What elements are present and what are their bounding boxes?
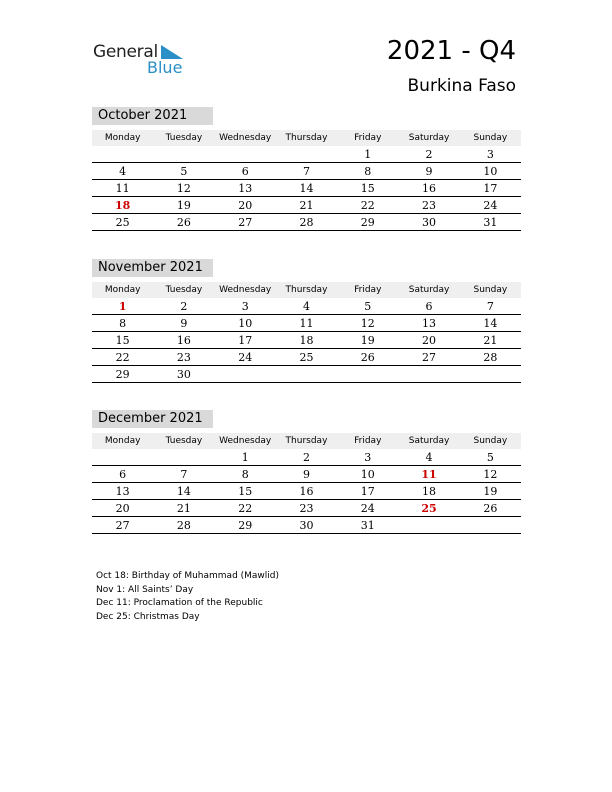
- holiday-note: Dec 25: Christmas Day: [96, 611, 200, 622]
- day-cell: 8: [215, 466, 276, 483]
- day-cell: [276, 366, 337, 383]
- holiday-note: Dec 11: Proclamation of the Republic: [96, 598, 263, 608]
- day-cell: [215, 366, 276, 383]
- weekday-header-row: [92, 130, 521, 146]
- day-cell: 30: [398, 214, 459, 231]
- day-cell: 16: [276, 483, 337, 500]
- day-cell: [460, 517, 521, 534]
- day-cell: 10: [337, 466, 398, 483]
- logo-text-general: General: [93, 42, 158, 62]
- weekday-header-row: [92, 282, 521, 298]
- weekday-header: Tuesday: [153, 433, 214, 449]
- day-cell: 13: [398, 315, 459, 332]
- day-cell: 14: [276, 180, 337, 197]
- day-cell: 22: [215, 500, 276, 517]
- weekday-header: Friday: [337, 433, 398, 449]
- day-cell: 25: [398, 500, 459, 517]
- day-cell: 6: [92, 466, 153, 483]
- week-row: [92, 214, 521, 231]
- day-cell: 26: [153, 214, 214, 231]
- day-cell: 21: [276, 197, 337, 214]
- country-name: Burkina Faso: [407, 76, 516, 96]
- weekday-header: Monday: [92, 433, 153, 449]
- week-row: [92, 466, 521, 483]
- weekday-header: Friday: [337, 130, 398, 146]
- weekday-header: Saturday: [398, 433, 459, 449]
- day-cell: 1: [337, 146, 398, 163]
- month-grid: [92, 130, 521, 231]
- day-cell: 7: [460, 298, 521, 315]
- day-cell: 5: [460, 449, 521, 466]
- day-cell: 1: [215, 449, 276, 466]
- day-cell: 5: [153, 163, 214, 180]
- weekday-header-row: [92, 433, 521, 449]
- weekday-header: Thursday: [276, 433, 337, 449]
- day-cell: 21: [460, 332, 521, 349]
- day-cell: 27: [92, 517, 153, 534]
- day-cell: 25: [276, 349, 337, 366]
- logo-text-blue: Blue: [147, 58, 183, 77]
- day-cell: [398, 517, 459, 534]
- day-cell: [92, 146, 153, 163]
- day-cell: 7: [276, 163, 337, 180]
- week-row: [92, 366, 521, 383]
- week-row: [92, 483, 521, 500]
- day-cell: 19: [153, 197, 214, 214]
- day-cell: 28: [153, 517, 214, 534]
- logo-triangle-icon: [161, 45, 183, 59]
- day-cell: 12: [460, 466, 521, 483]
- day-cell: 31: [337, 517, 398, 534]
- day-cell: 26: [460, 500, 521, 517]
- day-cell: 15: [337, 180, 398, 197]
- day-cell: 16: [153, 332, 214, 349]
- day-cell: 24: [460, 197, 521, 214]
- day-cell: 18: [276, 332, 337, 349]
- day-cell: 3: [215, 298, 276, 315]
- day-cell: 2: [153, 298, 214, 315]
- day-cell: 12: [337, 315, 398, 332]
- day-cell: 18: [398, 483, 459, 500]
- week-row: [92, 349, 521, 366]
- day-cell: 9: [153, 315, 214, 332]
- day-cell: 5: [337, 298, 398, 315]
- day-cell: 11: [398, 466, 459, 483]
- day-cell: 9: [398, 163, 459, 180]
- day-cell: 30: [276, 517, 337, 534]
- weekday-header: Friday: [337, 282, 398, 298]
- day-cell: 15: [92, 332, 153, 349]
- day-cell: 14: [460, 315, 521, 332]
- week-row: [92, 500, 521, 517]
- day-cell: 16: [398, 180, 459, 197]
- page-title: 2021 - Q4: [386, 36, 516, 66]
- day-cell: 10: [460, 163, 521, 180]
- day-cell: [460, 366, 521, 383]
- day-cell: 25: [92, 214, 153, 231]
- weekday-header: Sunday: [460, 282, 521, 298]
- weekday-header: Wednesday: [215, 130, 276, 146]
- month-grid: [92, 282, 521, 383]
- day-cell: 27: [215, 214, 276, 231]
- day-cell: [398, 366, 459, 383]
- weekday-header: Thursday: [276, 282, 337, 298]
- day-cell: 15: [215, 483, 276, 500]
- day-cell: 2: [398, 146, 459, 163]
- day-cell: 3: [337, 449, 398, 466]
- month-calendar: [92, 410, 521, 534]
- day-cell: 20: [92, 500, 153, 517]
- day-cell: 17: [460, 180, 521, 197]
- day-cell: [92, 449, 153, 466]
- day-cell: 13: [92, 483, 153, 500]
- day-cell: 3: [460, 146, 521, 163]
- day-cell: 8: [337, 163, 398, 180]
- brand-logo: [93, 40, 193, 80]
- weekday-header: Saturday: [398, 282, 459, 298]
- day-cell: 6: [398, 298, 459, 315]
- day-cell: 22: [92, 349, 153, 366]
- weekday-header: Monday: [92, 282, 153, 298]
- day-cell: 29: [92, 366, 153, 383]
- day-cell: 20: [398, 332, 459, 349]
- day-cell: 14: [153, 483, 214, 500]
- day-cell: 1: [92, 298, 153, 315]
- day-cell: 19: [337, 332, 398, 349]
- day-cell: 29: [337, 214, 398, 231]
- month-calendar: [92, 259, 521, 383]
- day-cell: 19: [460, 483, 521, 500]
- week-row: [92, 197, 521, 214]
- day-cell: 17: [337, 483, 398, 500]
- day-cell: 4: [276, 298, 337, 315]
- day-cell: 10: [215, 315, 276, 332]
- day-cell: 23: [398, 197, 459, 214]
- week-row: [92, 315, 521, 332]
- day-cell: 13: [215, 180, 276, 197]
- day-cell: 29: [215, 517, 276, 534]
- day-cell: 23: [276, 500, 337, 517]
- weekday-header: Sunday: [460, 130, 521, 146]
- month-calendar: [92, 107, 521, 231]
- day-cell: 24: [337, 500, 398, 517]
- weekday-header: Wednesday: [215, 433, 276, 449]
- day-cell: 24: [215, 349, 276, 366]
- day-cell: [153, 146, 214, 163]
- weekday-header: Sunday: [460, 433, 521, 449]
- weekday-header: Monday: [92, 130, 153, 146]
- day-cell: 4: [398, 449, 459, 466]
- week-row: [92, 449, 521, 466]
- month-grid: [92, 433, 521, 534]
- day-cell: 20: [215, 197, 276, 214]
- day-cell: 30: [153, 366, 214, 383]
- day-cell: 27: [398, 349, 459, 366]
- day-cell: 12: [153, 180, 214, 197]
- week-row: [92, 332, 521, 349]
- week-row: [92, 298, 521, 315]
- day-cell: 21: [153, 500, 214, 517]
- day-cell: [153, 449, 214, 466]
- month-title: December 2021: [92, 410, 213, 428]
- weekday-header: Thursday: [276, 130, 337, 146]
- day-cell: 6: [215, 163, 276, 180]
- month-title: November 2021: [92, 259, 213, 277]
- holiday-note: Oct 18: Birthday of Muhammad (Mawlid): [96, 571, 280, 581]
- day-cell: 18: [92, 197, 153, 214]
- day-cell: [337, 366, 398, 383]
- day-cell: 31: [460, 214, 521, 231]
- week-row: [92, 146, 521, 163]
- day-cell: 17: [215, 332, 276, 349]
- day-cell: 26: [337, 349, 398, 366]
- day-cell: 9: [276, 466, 337, 483]
- month-title: October 2021: [92, 107, 213, 125]
- day-cell: 4: [92, 163, 153, 180]
- day-cell: 28: [460, 349, 521, 366]
- week-row: [92, 180, 521, 197]
- day-cell: 11: [276, 315, 337, 332]
- day-cell: 22: [337, 197, 398, 214]
- week-row: [92, 517, 521, 534]
- weekday-header: Saturday: [398, 130, 459, 146]
- day-cell: 8: [92, 315, 153, 332]
- weekday-header: Tuesday: [153, 282, 214, 298]
- week-row: [92, 163, 521, 180]
- weekday-header: Tuesday: [153, 130, 214, 146]
- weekday-header: Wednesday: [215, 282, 276, 298]
- day-cell: 2: [276, 449, 337, 466]
- holiday-note: Nov 1: All Saints’ Day: [96, 584, 194, 595]
- day-cell: [215, 146, 276, 163]
- day-cell: [276, 146, 337, 163]
- day-cell: 11: [92, 180, 153, 197]
- day-cell: 28: [276, 214, 337, 231]
- day-cell: 23: [153, 349, 214, 366]
- holiday-notes: [96, 570, 279, 624]
- day-cell: 7: [153, 466, 214, 483]
